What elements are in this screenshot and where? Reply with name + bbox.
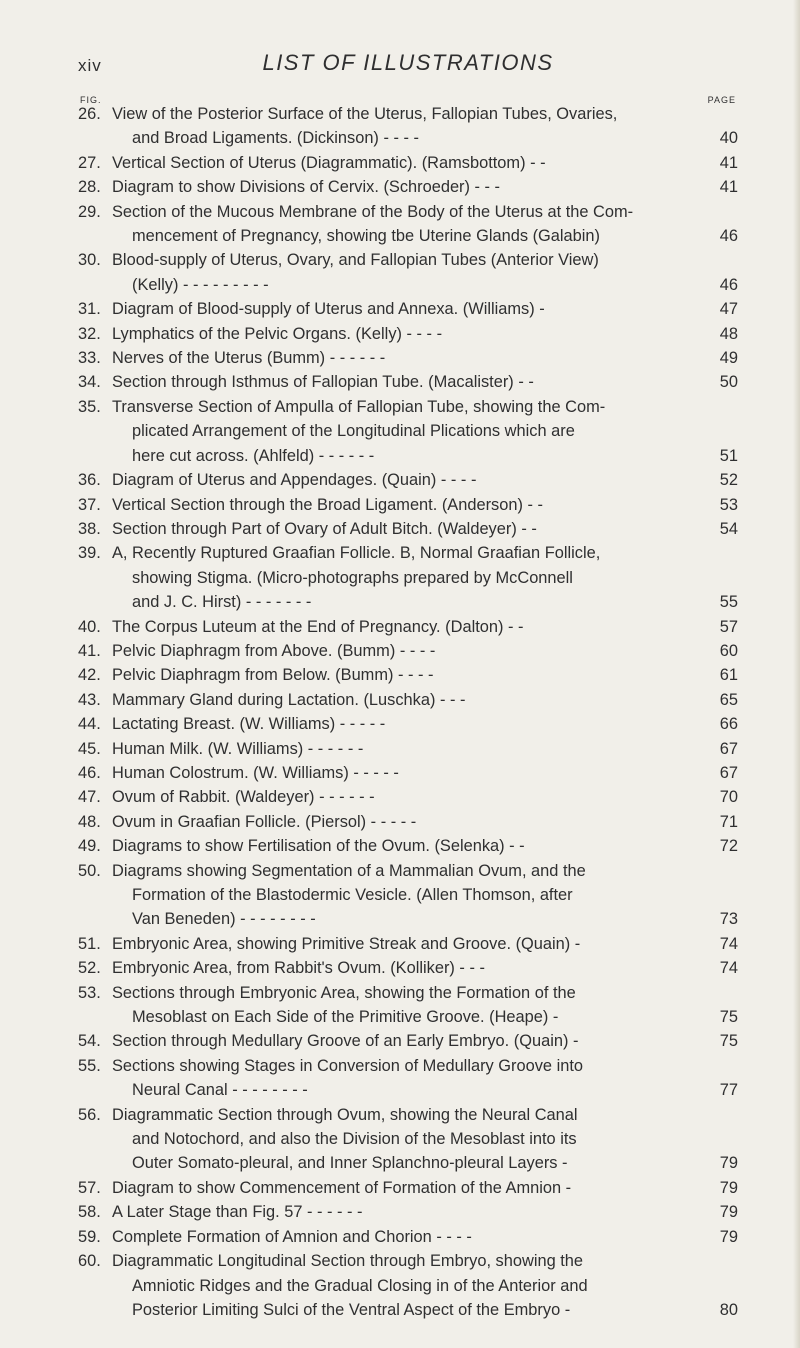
figure-caption bbox=[112, 712, 702, 736]
figure-caption bbox=[112, 688, 702, 712]
page-reference: 75 bbox=[719, 1032, 738, 1051]
list-item bbox=[78, 615, 738, 639]
list-item bbox=[78, 981, 738, 1030]
fig-column-heading: FIG. bbox=[80, 95, 102, 105]
list-item bbox=[78, 468, 738, 492]
caption-line: Diagrammatic Longitudinal Section through Embryo, showing the bbox=[112, 1252, 584, 1271]
list-item bbox=[78, 1054, 738, 1103]
figure-caption bbox=[112, 663, 702, 687]
page-reference: 49 bbox=[719, 349, 738, 368]
page-reference: 79 bbox=[719, 1227, 738, 1246]
caption-line: Diagrammatic Section through Ovum, showing the Neural Canal bbox=[112, 1105, 578, 1124]
figure-caption bbox=[112, 1200, 702, 1224]
list-item bbox=[78, 1029, 738, 1053]
page-reference: 80 bbox=[719, 1300, 738, 1319]
caption-line: Lactating Breast. (W. Williams) - - - - - bbox=[112, 715, 386, 734]
caption-line: A Later Stage than Fig. 57 - - - - - - bbox=[112, 1203, 363, 1222]
caption-line: Vertical Section of Uterus (Diagrammatic). (Ramsbottom) - - bbox=[112, 153, 546, 172]
list-item bbox=[78, 761, 738, 785]
caption-line: The Corpus Luteum at the End of Pregnancy. (Dalton) - - bbox=[112, 617, 524, 636]
figure-number: 31. bbox=[78, 300, 101, 319]
figure-caption bbox=[112, 200, 702, 249]
list-item bbox=[78, 151, 738, 175]
page-reference: 67 bbox=[719, 763, 738, 782]
figure-caption bbox=[112, 1249, 702, 1322]
page-reference: 41 bbox=[719, 178, 738, 197]
figure-number: 59. bbox=[78, 1227, 101, 1246]
list-item bbox=[78, 541, 738, 614]
page-reference: 75 bbox=[719, 1008, 738, 1027]
list-item bbox=[78, 322, 738, 346]
caption-line: Pelvic Diaphragm from Above. (Bumm) - - - - bbox=[112, 641, 436, 660]
figure-number: 29. bbox=[78, 202, 101, 221]
caption-line: and Notochord, and also the Division of the Mesoblast into its bbox=[132, 1130, 577, 1149]
figure-caption bbox=[112, 322, 702, 346]
list-item bbox=[78, 517, 738, 541]
caption-line: Outer Somato-pleural, and Inner Splanchno-pleural Layers - bbox=[132, 1154, 568, 1173]
figure-number: 40. bbox=[78, 617, 101, 636]
list-item bbox=[78, 297, 738, 321]
figure-caption bbox=[112, 859, 702, 932]
page-reference: 52 bbox=[719, 471, 738, 490]
figure-number: 54. bbox=[78, 1032, 101, 1051]
list-item bbox=[78, 493, 738, 517]
list-item bbox=[78, 859, 738, 932]
caption-line: Embryonic Area, showing Primitive Streak and Groove. (Quain) - bbox=[112, 934, 581, 953]
figure-caption bbox=[112, 493, 702, 517]
figure-number: 33. bbox=[78, 349, 101, 368]
page-reference: 77 bbox=[719, 1081, 738, 1100]
page-reference: 74 bbox=[719, 959, 738, 978]
figure-number: 57. bbox=[78, 1178, 101, 1197]
list-item bbox=[78, 663, 738, 687]
caption-line: Ovum of Rabbit. (Waldeyer) - - - - - - bbox=[112, 788, 375, 807]
figure-caption bbox=[112, 248, 702, 297]
page-reference: 74 bbox=[719, 934, 738, 953]
figure-number: 45. bbox=[78, 739, 101, 758]
figure-number: 51. bbox=[78, 934, 101, 953]
list-item bbox=[78, 102, 738, 151]
caption-line: Section through Part of Ovary of Adult Bitch. (Waldeyer) - - bbox=[112, 519, 537, 538]
page-column-heading: PAGE bbox=[707, 95, 736, 105]
figure-number: 41. bbox=[78, 641, 101, 660]
figure-caption bbox=[112, 1103, 702, 1176]
figure-number: 27. bbox=[78, 153, 101, 172]
caption-line: Mesoblast on Each Side of the Primitive Groove. (Heape) - bbox=[132, 1008, 559, 1027]
page-reference: 67 bbox=[719, 739, 738, 758]
caption-line: Diagram of Uterus and Appendages. (Quain) - - - - bbox=[112, 471, 477, 490]
running-header bbox=[78, 50, 738, 80]
page-reference: 53 bbox=[719, 495, 738, 514]
page-reference: 70 bbox=[719, 788, 738, 807]
caption-line: Van Beneden) - - - - - - - - bbox=[132, 910, 316, 929]
list-item bbox=[78, 712, 738, 736]
caption-line: Formation of the Blastodermic Vesicle. (Allen Thomson, after bbox=[132, 886, 573, 904]
caption-line: Amniotic Ridges and the Gradual Closing in of the Anterior and bbox=[132, 1276, 588, 1295]
caption-line: Diagrams showing Segmentation of a Mammalian Ovum, and the bbox=[112, 861, 586, 880]
page-reference: 79 bbox=[719, 1178, 738, 1197]
page-reference: 46 bbox=[719, 275, 738, 294]
figure-number: 38. bbox=[78, 519, 101, 538]
figure-caption bbox=[112, 346, 702, 370]
caption-line: Pelvic Diaphragm from Below. (Bumm) - - - - bbox=[112, 666, 434, 685]
figure-number: 26. bbox=[78, 105, 101, 123]
figure-number: 39. bbox=[78, 544, 101, 563]
figure-caption bbox=[112, 297, 702, 321]
caption-line: Neural Canal - - - - - - - - bbox=[132, 1081, 308, 1100]
list-item bbox=[78, 1225, 738, 1249]
list-item bbox=[78, 932, 738, 956]
figure-number: 58. bbox=[78, 1203, 101, 1222]
figure-caption bbox=[112, 785, 702, 809]
list-item bbox=[78, 810, 738, 834]
caption-line: Mammary Gland during Lactation. (Luschka) - - - bbox=[112, 690, 466, 709]
page-reference: 54 bbox=[719, 519, 738, 538]
caption-line: Diagram to show Divisions of Cervix. (Schroeder) - - - bbox=[112, 178, 501, 197]
list-item bbox=[78, 370, 738, 394]
list-item bbox=[78, 1103, 738, 1176]
page-reference: 50 bbox=[719, 373, 738, 392]
figure-caption bbox=[112, 1176, 702, 1200]
page-reference: 41 bbox=[719, 153, 738, 172]
figure-caption bbox=[112, 1225, 702, 1249]
caption-line: Diagram of Blood-supply of Uterus and Annexa. (Williams) - bbox=[112, 300, 545, 319]
figure-caption bbox=[112, 981, 702, 1030]
caption-line: mencement of Pregnancy, showing tbe Uterine Glands (Galabin) bbox=[132, 227, 600, 246]
figure-caption bbox=[112, 639, 702, 663]
page-title: LIST OF ILLUSTRATIONS bbox=[262, 50, 554, 75]
figure-caption bbox=[112, 102, 702, 151]
page-reference: 79 bbox=[719, 1154, 738, 1173]
caption-line: Section of the Mucous Membrane of the Body of the Uterus at the Com- bbox=[112, 202, 634, 221]
figure-caption bbox=[112, 175, 702, 199]
caption-line: Lymphatics of the Pelvic Organs. (Kelly) - - - - bbox=[112, 324, 443, 343]
list-item bbox=[78, 639, 738, 663]
figure-caption bbox=[112, 1054, 702, 1103]
figure-number: 55. bbox=[78, 1056, 101, 1075]
figure-number: 28. bbox=[78, 178, 101, 197]
caption-line: View of the Posterior Surface of the Uterus, Fallopian Tubes, Ovaries, bbox=[112, 105, 618, 123]
page-reference: 65 bbox=[719, 690, 738, 709]
figure-caption bbox=[112, 834, 702, 858]
caption-line: Sections through Embryonic Area, showing the Formation of the bbox=[112, 983, 576, 1002]
list-item bbox=[78, 688, 738, 712]
illustrations-list bbox=[78, 102, 738, 1322]
caption-line: Diagrams to show Fertilisation of the Ovum. (Selenka) - - bbox=[112, 837, 525, 856]
page-reference: 40 bbox=[719, 129, 738, 148]
page-reference: 79 bbox=[719, 1203, 738, 1222]
figure-caption bbox=[112, 956, 702, 980]
figure-number: 32. bbox=[78, 324, 101, 343]
page-reference: 46 bbox=[719, 227, 738, 246]
list-item bbox=[78, 248, 738, 297]
figure-caption bbox=[112, 932, 702, 956]
figure-number: 56. bbox=[78, 1105, 101, 1124]
figure-caption bbox=[112, 541, 702, 614]
figure-caption bbox=[112, 615, 702, 639]
figure-number: 46. bbox=[78, 763, 101, 782]
list-item bbox=[78, 175, 738, 199]
caption-line: Complete Formation of Amnion and Chorion - - - - bbox=[112, 1227, 472, 1246]
page-number: xiv bbox=[78, 56, 102, 75]
list-item bbox=[78, 395, 738, 468]
caption-line: Section through Medullary Groove of an Early Embryo. (Quain) - bbox=[112, 1032, 579, 1051]
page-edge-shadow bbox=[793, 0, 800, 1348]
page-reference: 71 bbox=[719, 812, 738, 831]
list-item bbox=[78, 346, 738, 370]
caption-line: Vertical Section through the Broad Ligament. (Anderson) - - bbox=[112, 495, 543, 514]
list-item bbox=[78, 956, 738, 980]
caption-line: Sections showing Stages in Conversion of Medullary Groove into bbox=[112, 1056, 584, 1075]
figure-number: 60. bbox=[78, 1252, 101, 1271]
caption-line: Ovum in Graafian Follicle. (Piersol) - - - - - bbox=[112, 812, 417, 831]
figure-caption bbox=[112, 395, 702, 468]
list-item bbox=[78, 785, 738, 809]
caption-line: Human Colostrum. (W. Williams) - - - - - bbox=[112, 763, 399, 782]
page-reference: 48 bbox=[719, 324, 738, 343]
page-reference: 57 bbox=[719, 617, 738, 636]
figure-number: 42. bbox=[78, 666, 101, 685]
page-reference: 73 bbox=[719, 910, 738, 929]
figure-caption bbox=[112, 810, 702, 834]
caption-line: plicated Arrangement of the Longitudinal Plications which are bbox=[132, 422, 575, 441]
list-item bbox=[78, 1176, 738, 1200]
figure-number: 50. bbox=[78, 861, 101, 880]
figure-number: 52. bbox=[78, 959, 101, 978]
figure-number: 53. bbox=[78, 983, 101, 1002]
page-reference: 61 bbox=[719, 666, 738, 685]
list-item bbox=[78, 737, 738, 761]
figure-caption bbox=[112, 517, 702, 541]
caption-line: and Broad Ligaments. (Dickinson) - - - - bbox=[132, 129, 419, 148]
caption-line: Nerves of the Uterus (Bumm) - - - - - - bbox=[112, 349, 386, 368]
caption-line: and J. C. Hirst) - - - - - - - bbox=[132, 593, 312, 612]
figure-number: 35. bbox=[78, 397, 101, 416]
figure-number: 37. bbox=[78, 495, 101, 514]
figure-number: 49. bbox=[78, 837, 101, 856]
figure-caption bbox=[112, 761, 702, 785]
figure-number: 30. bbox=[78, 251, 101, 270]
page-reference: 66 bbox=[719, 715, 738, 734]
figure-caption bbox=[112, 468, 702, 492]
caption-line: here cut across. (Ahlfeld) - - - - - - bbox=[132, 446, 375, 465]
caption-line: Embryonic Area, from Rabbit's Ovum. (Kolliker) - - - bbox=[112, 959, 485, 978]
figure-caption bbox=[112, 1029, 702, 1053]
figure-number: 36. bbox=[78, 471, 101, 490]
figure-number: 48. bbox=[78, 812, 101, 831]
caption-line: showing Stigma. (Micro-photographs prepared by McConnell bbox=[132, 568, 573, 587]
page-reference: 47 bbox=[719, 300, 738, 319]
caption-line: Posterior Limiting Sulci of the Ventral Aspect of the Embryo - bbox=[132, 1300, 571, 1319]
page-reference: 72 bbox=[719, 837, 738, 856]
list-item bbox=[78, 200, 738, 249]
caption-line: Blood-supply of Uterus, Ovary, and Fallopian Tubes (Anterior View) bbox=[112, 251, 599, 270]
caption-line: Transverse Section of Ampulla of Fallopian Tube, showing the Com- bbox=[112, 397, 606, 416]
list-item bbox=[78, 1200, 738, 1224]
figure-caption bbox=[112, 370, 702, 394]
caption-line: Human Milk. (W. Williams) - - - - - - bbox=[112, 739, 364, 758]
page-reference: 55 bbox=[719, 593, 738, 612]
figure-number: 34. bbox=[78, 373, 101, 392]
list-item bbox=[78, 834, 738, 858]
page-reference: 51 bbox=[719, 446, 738, 465]
caption-line: (Kelly) - - - - - - - - - bbox=[132, 275, 269, 294]
figure-caption bbox=[112, 737, 702, 761]
page-reference: 60 bbox=[719, 641, 738, 660]
caption-line: Section through Isthmus of Fallopian Tube. (Macalister) - - bbox=[112, 373, 534, 392]
figure-caption bbox=[112, 151, 702, 175]
caption-line: Diagram to show Commencement of Formation of the Amnion - bbox=[112, 1178, 572, 1197]
figure-number: 47. bbox=[78, 788, 101, 807]
figure-number: 44. bbox=[78, 715, 101, 734]
caption-line: A, Recently Ruptured Graafian Follicle. B, Normal Graafian Follicle, bbox=[112, 544, 601, 563]
figure-number: 43. bbox=[78, 690, 101, 709]
list-item bbox=[78, 1249, 738, 1322]
